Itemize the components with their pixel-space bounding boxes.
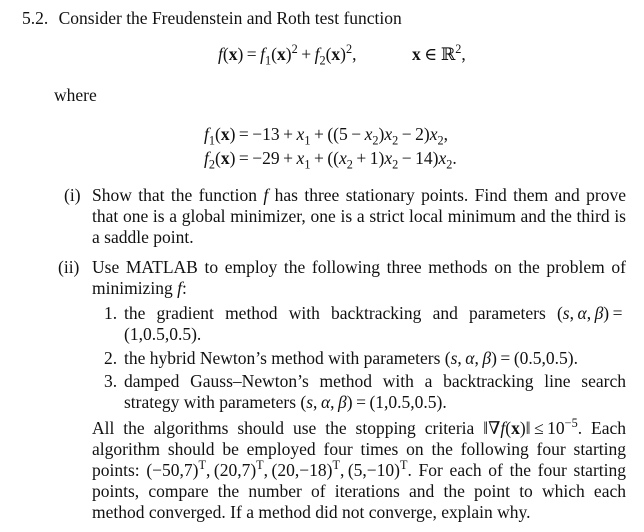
part-ii-text: Use MATLAB to employ the following three methods on the problem of minimizing f: <box>92 257 626 298</box>
method-3-label: 3. <box>104 371 118 391</box>
where-label: where <box>54 85 97 105</box>
domain-equation: x ∈ ℝ$^2$, <box>412 42 466 64</box>
method-1-label: 1. <box>104 303 118 323</box>
objective-equation: $f(x) = f_1(x)^2 + f_2(x)^2$, <box>218 42 357 68</box>
part-i-text: Show that the function f has three stationary points. Find them and prove that one is a global minimizer, one is a strict local minimum and the third is a saddle point. <box>92 185 626 247</box>
part-ii-label: (ii) <box>58 257 80 277</box>
f2-equation: $f_2(x) = -29 + x_1 + ((x_2 + 1)x_2 - 14)x_2$. <box>204 148 457 172</box>
part-i-label: (i) <box>64 185 81 205</box>
method-2-text: the hybrid Newton’s method with parameters (s, α, β) = (0.5,0.5). <box>124 348 578 368</box>
exercise-intro: Consider the Freudenstein and Roth test function <box>58 8 402 28</box>
method-3-text: damped Gauss–Newton’s method with a backtracking line search strategy with parameters (s, α, β) = (1,0.5,0.5). <box>124 371 626 412</box>
method-2-label: 2. <box>104 348 118 368</box>
exercise-heading <box>22 8 402 29</box>
method-1-text: the gradient method with backtracking and parameters (s, α, β) = (1,0.5,0.5). <box>124 303 627 344</box>
exercise-number: 5.2. <box>22 8 49 28</box>
f1-equation: $f_1(x) = -13 + x_1 + ((5 - x_2)x_2 - 2)x_2$, <box>204 124 448 148</box>
closing-paragraph: All the algorithms should use the stopping criteria ‖∇f(x)‖ ≤ $10^{-5}$. Each algorithm should be employed four times on the following four starting points: $(-50,7)^T$, $(20,7)^T$, $(20,-18)^T$, $(5,-10)^T$. For each of the four starting points, compare the number of iterations and the point to which each method converged. If a method did not converge, explain why. <box>92 416 627 522</box>
